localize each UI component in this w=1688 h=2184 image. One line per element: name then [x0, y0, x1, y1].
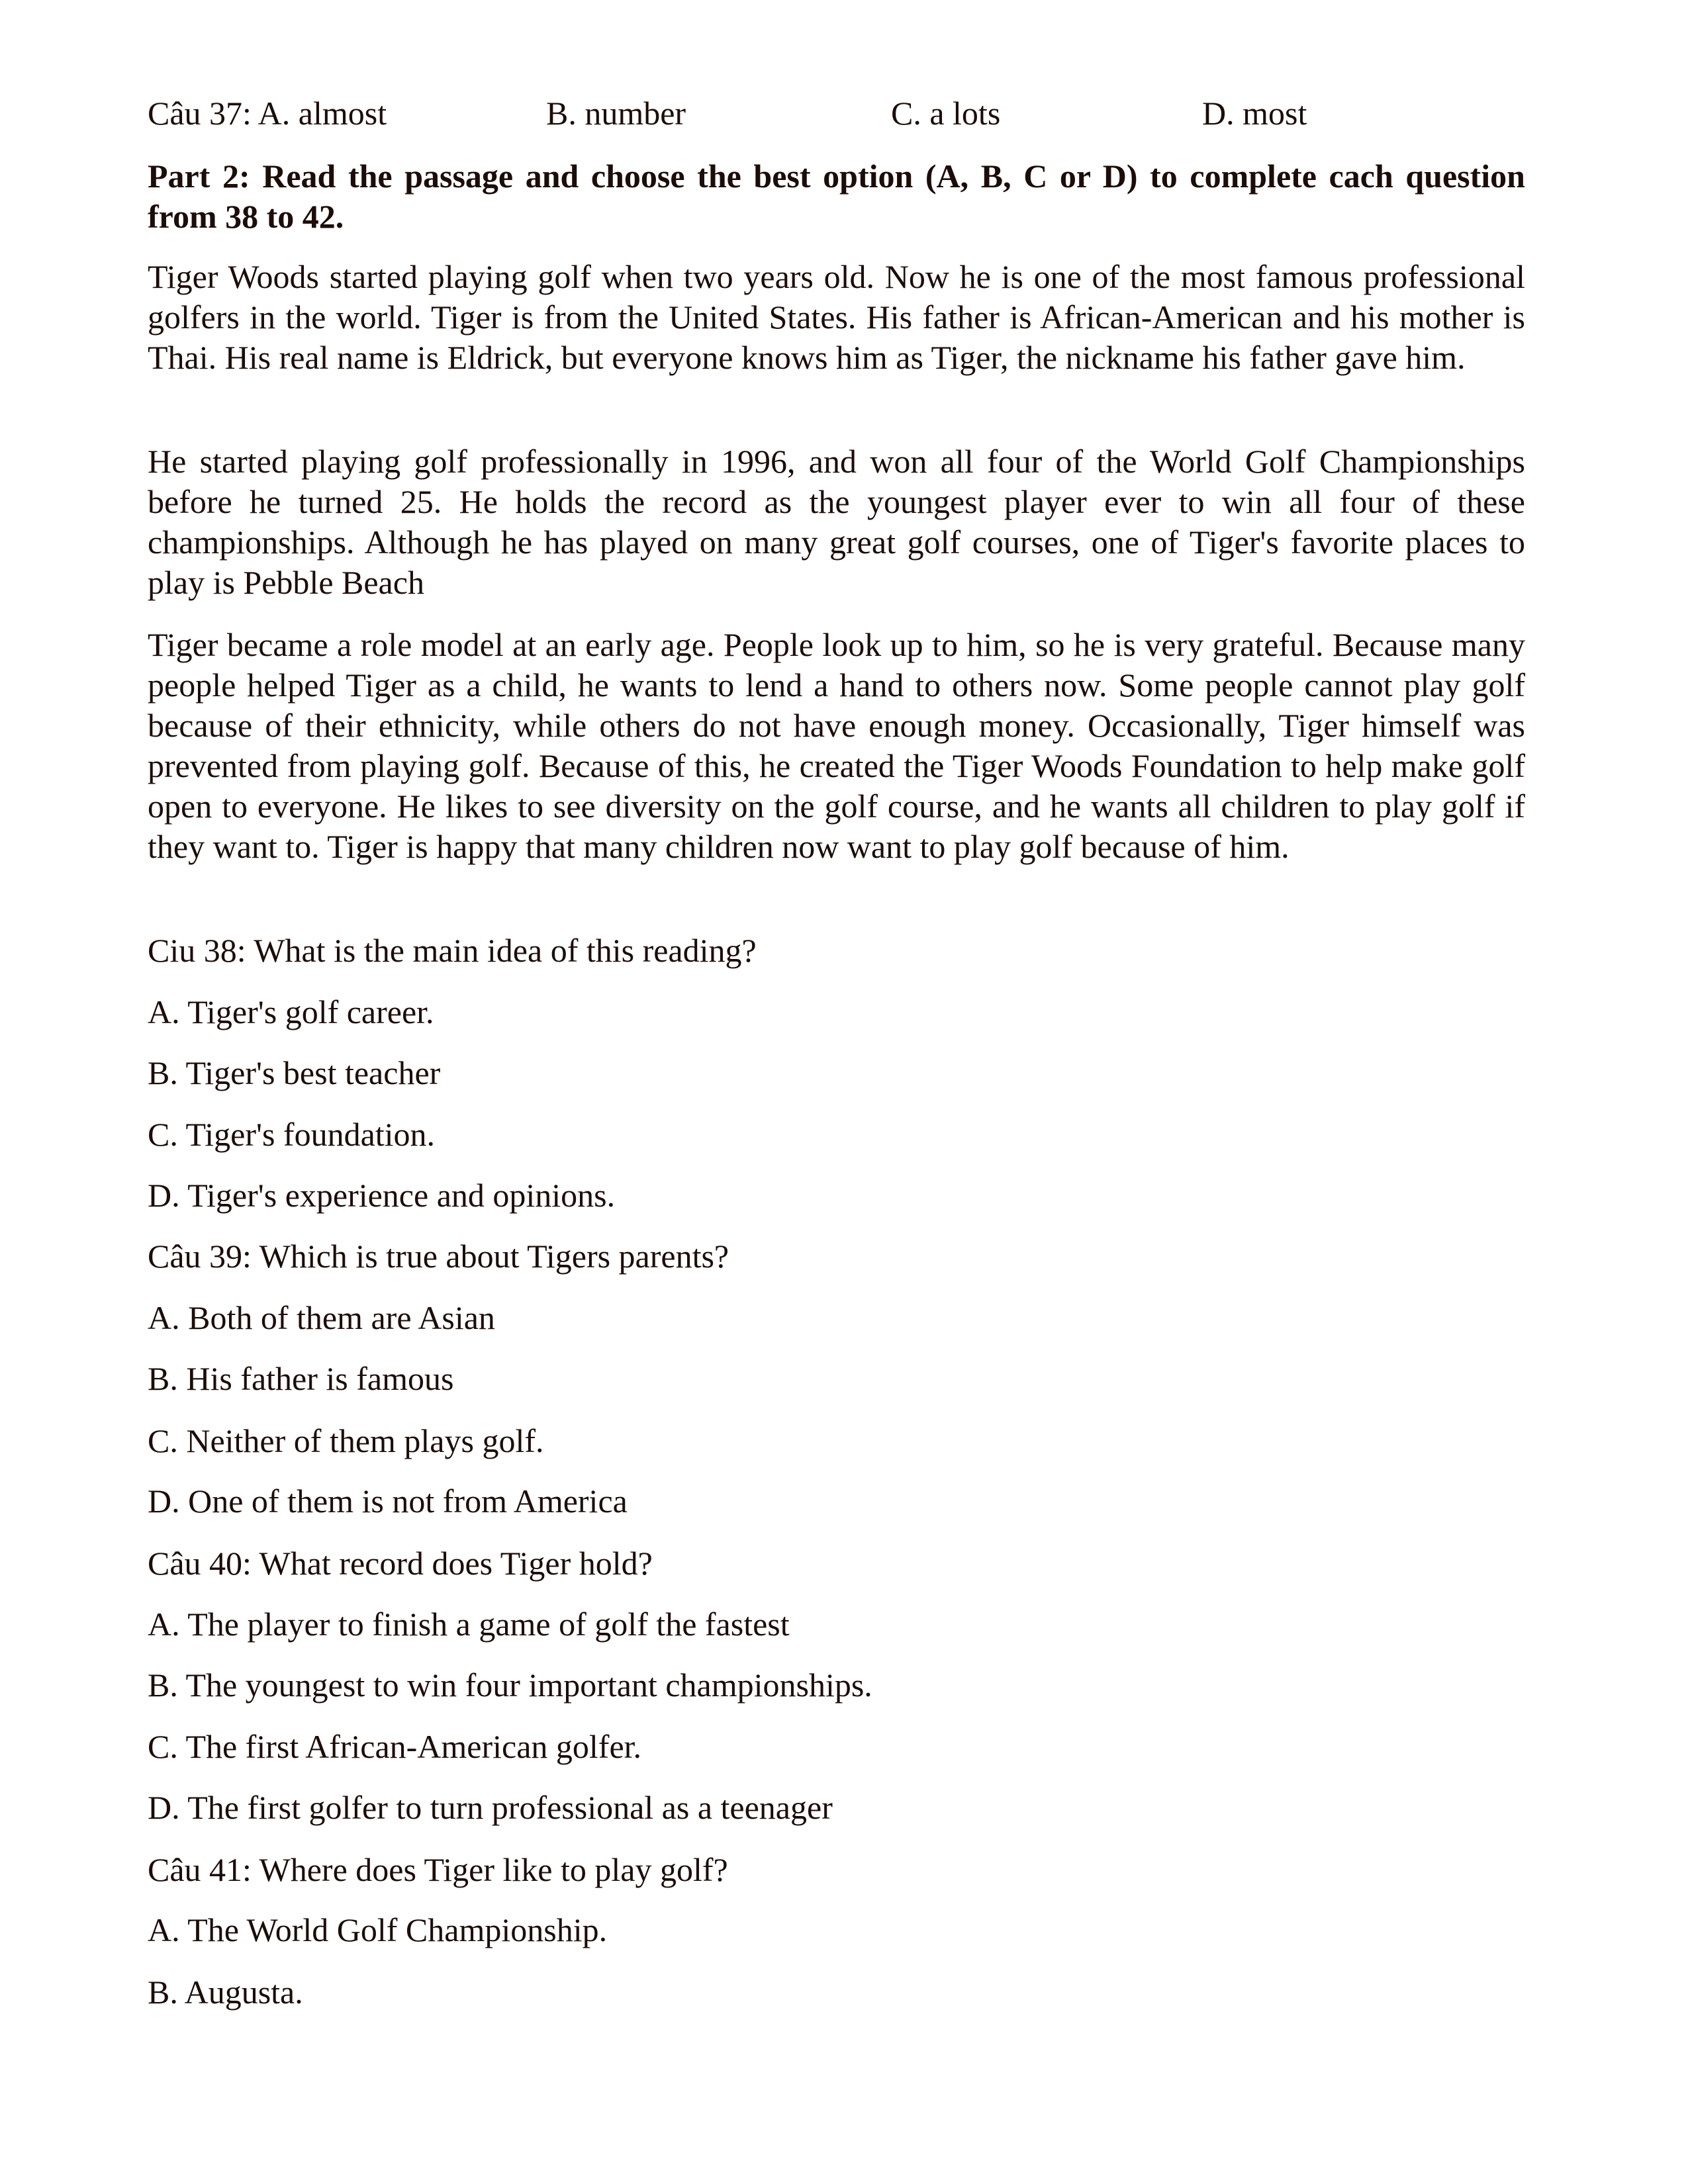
question-40-option-c: C. The first African-American golfer. — [148, 1728, 642, 1765]
part2-instruction: Part 2: Read the passage and choose the best option (A, B, C or D) to complete cach question from 38 to 42. — [148, 158, 1525, 235]
question-40-option-d: D. The first golfer to turn professional as a teenager — [148, 1789, 833, 1826]
question-38-option-b: B. Tiger's best teacher — [148, 1054, 441, 1091]
passage-paragraph-1: Tiger Woods started playing golf when two years old. Now he is one of the most famous professional golfers in the world. Tiger is from the United States. His father is African-American and his mother is Thai. His real name is Eldrick, but everyone knows him as Tiger, the nickname his father gave him. — [148, 258, 1525, 376]
question-37-option-d: D. most — [1202, 95, 1307, 132]
question-38-option-c: C. Tiger's foundation. — [148, 1116, 436, 1153]
question-41-option-b: B. Augusta. — [148, 1974, 303, 2011]
question-40-option-a: A. The player to finish a game of golf the fastest — [148, 1606, 790, 1643]
question-40-option-b: B. The youngest to win four important championships. — [148, 1666, 872, 1704]
question-37-option-c: C. a lots — [891, 95, 1001, 132]
question-39: Câu 39: Which is true about Tigers parents? — [148, 1238, 729, 1275]
question-38-option-d: D. Tiger's experience and opinions. — [148, 1177, 616, 1214]
question-39-option-b: B. His father is famous — [148, 1360, 454, 1397]
passage-paragraph-2: He started playing golf professionally in 1996, and won all four of the World Golf Championships before he turned 25. He holds the record as the youngest player ever to win all four of these championships. Although he has played on many great golf courses, one of Tiger's favorite places to play is Pebble Beach — [148, 443, 1525, 601]
question-38: Ciu 38: What is the main idea of this reading? — [148, 932, 757, 969]
question-40: Câu 40: What record does Tiger hold? — [148, 1545, 653, 1582]
question-39-option-a: A. Both of them are Asian — [148, 1299, 495, 1336]
question-37-option-b: B. number — [546, 95, 686, 132]
question-41: Câu 41: Where does Tiger like to play golf? — [148, 1851, 728, 1888]
question-39-option-d: D. One of them is not from America — [148, 1482, 628, 1520]
question-41-option-a: A. The World Golf Championship. — [148, 1911, 608, 1948]
question-39-option-c: C. Neither of them plays golf. — [148, 1422, 544, 1459]
question-37-option-a: Câu 37: A. almost — [148, 95, 387, 132]
question-38-option-a: A. Tiger's golf career. — [148, 993, 434, 1030]
passage-paragraph-3: Tiger became a role model at an early age. People look up to him, so he is very grateful. Because many people helped Tiger as a child, he wants to lend a hand to others now. Some people cannot play golf because of their ethnicity, while others do not have enough money. Occasionally, Tiger himself was prevented from playing golf. Because of this, he created the Tiger Woods Foundation to help make golf open to everyone. He likes to see diversity on the golf course, and he wants all children to play golf if they want to. Tiger is happy that many children now want to play golf because of him. — [148, 626, 1525, 865]
